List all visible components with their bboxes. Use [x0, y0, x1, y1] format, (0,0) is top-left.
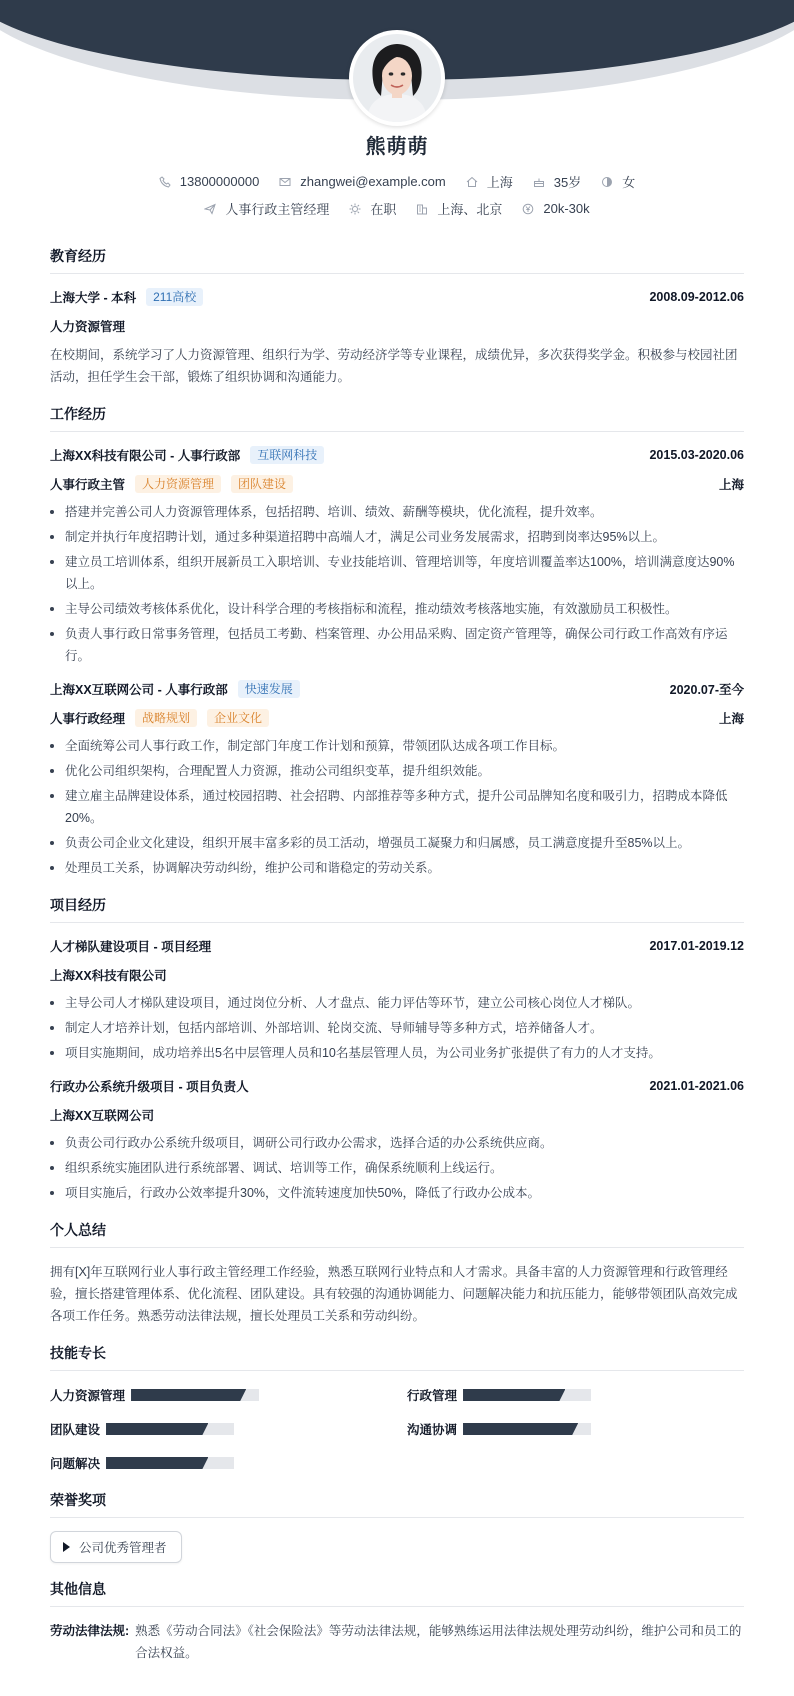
skills-section [50, 1343, 744, 1474]
project-bullets [50, 992, 744, 1064]
target-cities-item [416, 199, 502, 218]
list-item: 负责公司行政办公系统升级项目，调研公司行政办公需求，选择合适的办公系统供应商。 [50, 1132, 744, 1154]
section-title: 技能专长 [50, 1343, 744, 1371]
project-company-text: 上海XX互联网公司 [50, 1109, 155, 1123]
contact-row [0, 172, 794, 191]
education-section [50, 246, 744, 388]
list-item: 组织系统实施团队进行系统部署、调试、培训等工作，确保系统顺利上线运行。 [50, 1157, 744, 1179]
candidate-name: 熊萌萌 [365, 136, 429, 158]
work-bullets [50, 735, 744, 879]
skill-fill [106, 1457, 208, 1469]
age-text: 35岁 [553, 175, 582, 190]
major [50, 316, 744, 336]
mail-icon [279, 176, 291, 188]
work-location: 上海 [718, 712, 744, 726]
section-title: 其他信息 [50, 1579, 744, 1607]
education-header [50, 287, 744, 307]
skill-fill [106, 1423, 208, 1435]
company-tag: 快速发展 [238, 680, 300, 698]
project-company-text: 上海XX科技有限公司 [50, 969, 167, 983]
summary-section [50, 1220, 744, 1327]
work-entry [50, 679, 744, 879]
status-item [349, 199, 396, 218]
project-header [50, 936, 744, 956]
section-title: 项目经历 [50, 895, 744, 923]
skill-name: 团队建设 [50, 1423, 101, 1437]
project-period: 2017.01-2019.12 [649, 939, 744, 953]
phone-item [159, 174, 260, 189]
list-item: 建立雇主品牌建设体系，通过校园招聘、社会招聘、内部推荐等多种方式，提升公司品牌知名度和吸引力，招聘成本降低20%。 [50, 785, 744, 829]
work-header [50, 679, 744, 699]
city-text: 上海 [486, 175, 513, 190]
job-intent-row [0, 199, 794, 218]
skill-bar [106, 1423, 234, 1435]
award-label: 公司优秀管理者 [79, 1541, 167, 1555]
list-item: 搭建并完善公司人力资源管理体系，包括招聘、培训、绩效、薪酬等模块，优化流程，提升效率。 [50, 501, 744, 523]
school-name: 上海大学 - 本科 [50, 291, 137, 305]
skill-item [50, 1452, 387, 1474]
skill-bar [463, 1423, 591, 1435]
awards-section [50, 1490, 744, 1563]
age-item [533, 172, 581, 191]
skill-item [407, 1384, 744, 1406]
resume-content [50, 246, 744, 1680]
skill-name: 人力资源管理 [50, 1389, 126, 1403]
status-text: 在职 [370, 202, 397, 217]
skill-item [50, 1384, 387, 1406]
project-bullets [50, 1132, 744, 1204]
work-section [50, 404, 744, 879]
role-tag: 团队建设 [231, 475, 293, 493]
project-company [50, 965, 744, 985]
summary-text: 拥有[X]年互联网行业人事行政主管经理工作经验，熟悉互联网行业特点和人才需求。具备丰富的人力资源管理和行政管理经验，擅长搭建管理体系、优化流程、团队建设。具有较强的沟通协调能力、问题解决能力和抗压能力，能够带领团队高效完成各项工作任务。熟悉劳动法律法规，擅长处理员工关系和劳动纠纷。 [50, 1265, 738, 1323]
city-item [466, 172, 513, 191]
role-title: 人事行政主管 [50, 478, 126, 492]
salary-text: 20k-30k [543, 201, 590, 216]
skill-bar [106, 1457, 234, 1469]
other-info-key: 劳动法律法规: [50, 1624, 130, 1638]
work-location: 上海 [718, 478, 744, 492]
work-entry [50, 445, 744, 667]
skill-item [50, 1418, 387, 1440]
role-tag: 企业文化 [207, 709, 269, 727]
skills-grid [50, 1384, 744, 1474]
company-name: 上海XX科技有限公司 - 人事行政部 [50, 449, 241, 463]
email-item [279, 174, 445, 189]
skill-name: 问题解决 [50, 1457, 101, 1471]
send-icon [204, 203, 216, 215]
salary-item [522, 201, 589, 216]
role-title: 人事行政经理 [50, 712, 126, 726]
building-icon [416, 203, 428, 215]
target-cities-text: 上海、北京 [437, 202, 503, 217]
award-chip[interactable] [50, 1531, 182, 1563]
other-info-value: 熟悉《劳动合同法》《社会保险法》等劳动法律法规，能够熟练运用法律法规处理劳动纠纷，维护公司和员工的合法权益。 [135, 1624, 742, 1660]
skill-bar [131, 1389, 259, 1401]
position-text: 人事行政主管经理 [225, 202, 330, 217]
role-tag: 人力资源管理 [135, 475, 221, 493]
work-period: 2020.07-至今 [669, 683, 744, 697]
project-section [50, 895, 744, 1204]
project-entry [50, 1076, 744, 1204]
skill-fill [131, 1389, 246, 1401]
education-period: 2008.09-2012.06 [649, 290, 744, 304]
project-period: 2021.01-2021.06 [649, 1079, 744, 1093]
phone-icon [159, 176, 171, 188]
avatar [349, 30, 445, 126]
role-row [50, 708, 744, 728]
work-bullets [50, 501, 744, 667]
skill-fill [463, 1423, 578, 1435]
list-item: 制定人才培养计划，包括内部培训、外部培训、轮岗交流、导师辅导等多种方式，培养储备人才。 [50, 1017, 744, 1039]
section-title: 教育经历 [50, 246, 744, 274]
skill-name: 行政管理 [407, 1389, 458, 1403]
project-company [50, 1105, 744, 1125]
list-item: 优化公司组织架构，合理配置人力资源，推动公司组织变革，提升组织效能。 [50, 760, 744, 782]
list-item: 主导公司人才梯队建设项目，通过岗位分析、人才盘点、能力评估等环节，建立公司核心岗位人才梯队。 [50, 992, 744, 1014]
work-period: 2015.03-2020.06 [649, 448, 744, 462]
skill-bar [463, 1389, 591, 1401]
section-title: 个人总结 [50, 1220, 744, 1248]
skill-item [407, 1418, 744, 1440]
company-name: 上海XX互联网公司 - 人事行政部 [50, 683, 228, 697]
list-item: 建立员工培训体系，组织开展新员工入职培训、专业技能培训、管理培训等，年度培训覆盖率达100%，培训满意度达90%以上。 [50, 551, 744, 595]
avatar-portrait [353, 34, 441, 122]
education-description: 在校期间，系统学习了人力资源管理、组织行为学、劳动经济学等专业课程，成绩优异，多次获得奖学金。积极参与校园社团活动，担任学生会干部，锻炼了组织协调和沟通能力。 [50, 348, 738, 384]
section-title: 工作经历 [50, 404, 744, 432]
list-item: 项目实施期间，成功培养出5名中层管理人员和10名基层管理人员，为公司业务扩张提供了有力的人才支持。 [50, 1042, 744, 1064]
list-item: 项目实施后，行政办公效率提升30%，文件流转速度加快50%，降低了行政办公成本。 [50, 1182, 744, 1204]
skill-name: 沟通协调 [407, 1423, 458, 1437]
phone-text: 13800000000 [179, 174, 260, 189]
project-name: 行政办公系统升级项目 - 项目负责人 [50, 1080, 249, 1094]
role-row [50, 474, 744, 494]
project-entry [50, 936, 744, 1064]
list-item: 全面统筹公司人事行政工作，制定部门年度工作计划和预算，带领团队达成各项工作目标。 [50, 735, 744, 757]
status-icon [349, 203, 361, 215]
position-item [204, 199, 329, 218]
money-icon [522, 203, 534, 215]
skill-fill [463, 1389, 565, 1401]
list-item: 负责人事行政日常事务管理，包括员工考勤、档案管理、办公用品采购、固定资产管理等，确保公司行政工作高效有序运行。 [50, 623, 744, 667]
email-text: zhangwei@example.com [300, 174, 446, 189]
gender-icon [601, 176, 613, 188]
home-icon [466, 176, 478, 188]
cake-icon [533, 176, 545, 188]
list-item: 处理员工关系，协调解决劳动纠纷，维护公司和谐稳定的劳动关系。 [50, 857, 744, 879]
role-tag: 战略规划 [135, 709, 197, 727]
list-item: 制定并执行年度招聘计划，通过多种渠道招聘中高端人才，满足公司业务发展需求，招聘到岗率达95%以上。 [50, 526, 744, 548]
project-header [50, 1076, 744, 1096]
other-info-row [50, 1620, 744, 1664]
list-item: 主导公司绩效考核体系优化，设计科学合理的考核指标和流程，推动绩效考核落地实施，有效激励员工积极性。 [50, 598, 744, 620]
list-item: 负责公司企业文化建设，组织开展丰富多彩的员工活动，增强员工凝聚力和归属感，员工满意度提升至85%以上。 [50, 832, 744, 854]
other-section [50, 1579, 744, 1664]
gender-item [601, 172, 635, 191]
major-text: 人力资源管理 [50, 320, 126, 334]
project-name: 人才梯队建设项目 - 项目经理 [50, 940, 212, 954]
play-icon [63, 1542, 70, 1552]
gender-text: 女 [622, 175, 636, 190]
school-tag: 211高校 [146, 288, 203, 306]
work-header [50, 445, 744, 465]
company-tag: 互联网科技 [250, 446, 324, 464]
section-title: 荣誉奖项 [50, 1490, 744, 1518]
